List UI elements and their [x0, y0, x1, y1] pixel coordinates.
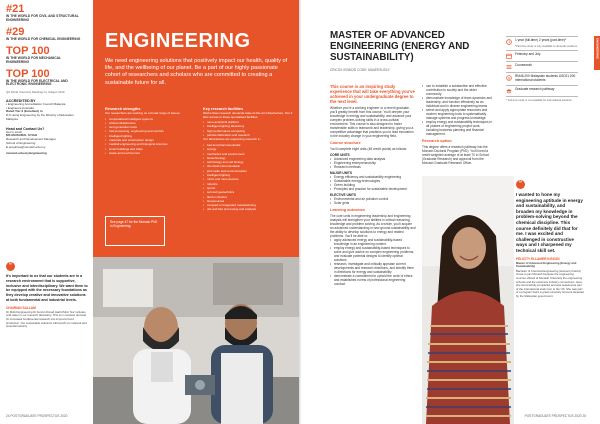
lab-photo-illustration	[93, 257, 299, 424]
list-item: • Engineering entrepreneurship	[330, 161, 416, 165]
learning-outcomes-list	[330, 238, 416, 286]
info-footnote: * Full-time study is not available for international students.	[506, 98, 573, 102]
list-item: • micro and nano devices	[203, 177, 293, 181]
side-tab-label: ENGINEERING	[595, 38, 600, 60]
researchers-photo	[93, 257, 299, 424]
rated-detail: D-5 rating Engineering by the Ministry of Education Malaysia	[6, 113, 74, 121]
ranking-description: IN THE WORLD FOR CHEMICAL ENGINEERING	[6, 36, 81, 41]
accredited-heading: ACCREDITED BY	[6, 98, 36, 103]
contact-line: Get in touch	[6, 129, 23, 134]
facilities-list-2	[203, 143, 293, 212]
learning-outcomes-text: The core units in engineering leadership and engineering analysis will strengthen your abilities in critical reasoning, knowledge and problem solving. As a whole, you'll acquire an advanced understanding in new ground sustainability and the ability to develop solutions to energy and related problems. You'll be able to:	[330, 214, 416, 238]
svg-text:$: $	[508, 76, 510, 81]
list-item: • energy	[203, 147, 293, 151]
clock-icon	[506, 39, 515, 45]
research-option-heading: Research option	[422, 139, 452, 143]
quote-icon: “	[6, 262, 15, 271]
quote-text: I wanted to hone my engineering aptitude in energy and sustainability, and broaden my knowledge in problem-solving beyond the chemical discipline. This course definitely did that for me. I was excited and challenged in constructive ways and I sharpened my technical skill set.	[516, 192, 583, 253]
elective-units-list	[330, 197, 416, 205]
list-item: • fluid in robotics	[203, 195, 293, 199]
list-item: • demonstrate knowledge of team dynamics and leadership, and function effectively as an individual and in diverse engineering teams	[422, 96, 492, 108]
student-portrait-illustration	[422, 176, 514, 424]
contact-heading: Head and Contact Us?	[6, 126, 45, 131]
rated-tier: Rated Tier 6 (Excellent) in	[6, 109, 43, 114]
list-item: • Sustainable energy technologies	[330, 179, 416, 183]
list-item: • Environmental and air pollution control	[330, 197, 416, 201]
ranking-description: IN THE WORLD FOR CIVIL AND STRUCTURAL ENGINEERING	[6, 14, 79, 22]
list-item: • Solar grids	[330, 201, 416, 205]
key-facilities	[203, 107, 293, 212]
info-row-type	[506, 62, 578, 73]
quote-role: Master of Advanced Engineering (Energy and Sustainability)	[516, 260, 577, 269]
contact-line: School of Engineering	[6, 140, 36, 145]
list-item: • biotechnology	[203, 156, 293, 160]
research-list	[105, 117, 193, 156]
quote-text: It's important to us that our students are in a research environment that is supportive, inclusive and interdisciplinary. We want them to be equipped with the necessary foundations as they develop creative and innovative solutions at both fundamental and industrial levels.	[6, 274, 88, 302]
elective-units-heading: ELECTIVE UNITS	[330, 193, 357, 197]
facilities-subtext-2: Our laboratories are supporting research in:	[203, 137, 262, 142]
list-item: • intelligent lighting	[105, 134, 193, 138]
list-item: • medical engineering and biological sciences	[105, 142, 193, 146]
list-item: • demonstrate a commitment to uphold the code of ethics and established norms of professional engineering conduct	[330, 274, 416, 286]
learning-outcomes-heading: Learning outcomes	[330, 208, 366, 212]
ranking-note: QS World University Rankings by Subject 2019	[6, 90, 65, 95]
list-icon	[506, 64, 515, 70]
list-item: • critical infrastructure	[105, 121, 193, 125]
rankings-column	[6, 4, 82, 156]
info-row-fees	[506, 73, 578, 86]
ranking-item	[6, 27, 82, 42]
page-footer: POSTGRADUATE PROSPECTUS 2020 25	[524, 414, 586, 418]
contact-email[interactable]: E enquiries@monash.edu.my	[6, 144, 46, 149]
research-subtext: Our researchers are working on a broad range of issues:	[105, 111, 181, 115]
duration-text: 1 year (full-time) 2 years (part-time)*	[515, 38, 567, 42]
list-item: • Green building	[330, 183, 416, 187]
list-item: • cell biology and cell biology	[203, 160, 293, 164]
list-item: • intelligent lighting	[203, 173, 293, 177]
contact-line: MS MAISARAL SYIAH	[6, 133, 38, 138]
quote-role: Dr Mohd Engineering Dr Amirul Ahmad Hadi Muhd. Nur includes cold water in our research laboratory. This is in constant demand for increased fundamental research into improved food production. Our sustainable solutions will benefit our national and potential industry.	[6, 309, 87, 329]
quote-author: CHAIRIAN SALLAM	[6, 305, 36, 310]
lead-paragraph: We need engineering solutions that positively impact our health, quality of life, and the wellbeing of our planet. Be a part of our highly passionate cohort of researchers and scholars who are committed to creating a sustainable future for all.	[105, 58, 288, 86]
list-item: • next generation fuels	[105, 125, 193, 129]
list-item: • Research methods	[330, 165, 416, 169]
list-item: • employ energy and sustainability techniques in all phases of engineering project work, including business planning and financial management.	[422, 120, 492, 136]
contact-line: Research and Development Manager	[6, 137, 56, 142]
ranking-number: #29	[6, 25, 25, 38]
list-item: • oils and fats processing and analysis	[203, 207, 293, 211]
list-item: • nano-analytical platform	[203, 120, 293, 124]
intake-text: February and July	[515, 52, 541, 57]
list-item: • use to establish a substantive and effective contribution to society and the wider community	[422, 84, 492, 96]
major-units-list	[330, 175, 416, 191]
engineering-intro-panel	[93, 0, 299, 257]
list-item: • soil and geotechnics	[203, 190, 293, 194]
ranking-item	[6, 69, 82, 88]
ranking-number: TOP 100	[6, 67, 50, 80]
research-strengths	[105, 107, 193, 155]
structure-heading: Course structure	[330, 141, 361, 145]
list-item: • mechanics and environment	[203, 152, 293, 156]
duration-note: *Part-time study is only available to domestic students.	[515, 44, 578, 48]
list-item: • Principles and practice for sustainable development	[330, 187, 416, 191]
list-item: • smart buildings and cities	[105, 147, 193, 151]
course-info-table	[506, 36, 578, 102]
info-row-pathway	[506, 86, 578, 97]
list-item: • intelligent lighting laboratory	[203, 124, 293, 128]
facilities-list	[203, 120, 293, 137]
major-units-heading: MAJOR UNITS	[330, 171, 352, 175]
core-units-heading: CORE UNITS	[330, 153, 350, 157]
list-item: • high performance computing	[203, 129, 293, 133]
list-item: • particle fabrication and research	[203, 133, 293, 137]
fees-text: RM46,200 Malaysian students USD21,000 International students	[515, 74, 576, 83]
list-item: • sports	[203, 186, 293, 190]
course-code: CRICOS 093402D CODE: MAAEESUS19	[330, 68, 390, 72]
ranking-description: IN THE WORLD FOR ELECTRICAL AND ELECTRONIC ENGINEERING	[6, 78, 68, 87]
list-item: • materials and construction design	[105, 138, 193, 142]
contact-url-link[interactable]: monash.edu.my/engineering	[6, 151, 47, 156]
list-item: • chemical instrumentation	[203, 164, 293, 168]
list-item: • waste and environment	[105, 151, 193, 155]
list-item: • research, investigate and critically appraise current developments and research directions, and identify them in directions for energy and sustainability	[330, 262, 416, 274]
course-column-1	[330, 84, 416, 286]
list-item: • robotics	[203, 182, 293, 186]
ranking-item	[6, 4, 82, 23]
research-heading: Research strengths	[105, 107, 141, 111]
facilities-subtext: World-class research demands state-of-the-art infrastructure. Our 3 labs access to these specialised facilities:	[203, 111, 293, 119]
research-option-text: This degree offers a research pathway into the Monash Doctoral Program (PhD). You'll need a credit weighted average of at least 70 in School (Graduate Research) and approval from the Monash Graduate Research Office.	[422, 145, 489, 165]
pathway-text: Graduate research pathway	[515, 86, 555, 91]
outcomes-continued-list	[422, 84, 492, 136]
info-row-intake	[506, 51, 578, 62]
dollar-icon	[506, 75, 515, 81]
ranking-description: IN THE WORLD FOR MECHANICAL ENGINEERING	[6, 55, 62, 64]
student-quote	[516, 180, 584, 298]
list-item: • employ energy and sustainability-based techniques to solve and give advice on complex engineering problems, and evaluate potential designs to identify optimal solutions	[330, 246, 416, 262]
list-item: • compact or integrated manufacturing	[203, 203, 293, 207]
phd-reference-box[interactable]: See page 47 for the Monash PhD in Engineering.	[105, 216, 165, 246]
accred-item: • Engineering Accreditation Council Malaysia	[6, 101, 66, 106]
list-item: • computational intelligent systems	[105, 117, 193, 121]
list-item: • Advanced engineering data analysis	[330, 157, 416, 161]
course-intro: This course is an inspiring study experience that will take everything you've achieved in your undergraduate degree to the next level.	[330, 84, 415, 104]
section-title: ENGINEERING	[105, 30, 251, 52]
ranking-item	[6, 46, 82, 65]
calendar-icon	[506, 53, 515, 59]
ranking-number: #21	[6, 3, 25, 15]
course-type-text: Coursework	[515, 63, 533, 68]
list-item: • fuel processing, engineering and controls	[105, 129, 193, 133]
list-item: • Energy efficiency and sustainability engineering	[330, 175, 416, 179]
list-item: • bioresources	[203, 199, 293, 203]
cap-icon	[506, 88, 515, 94]
list-item: • apply advanced energy and sustainability-based knowledge in an engineering context	[330, 238, 416, 246]
right-page	[300, 0, 600, 424]
ranking-number: TOP 100	[6, 44, 50, 57]
quote-author: FELICITY ELLAMER KISSON	[516, 256, 560, 261]
page-footer: 24 POSTGRADUATE PROSPECTUS 2020	[6, 414, 68, 418]
structure-text: You'll complete eight units (48 credit points) as follows:	[330, 147, 408, 151]
staff-quote	[6, 262, 88, 329]
student-photo	[422, 176, 514, 424]
list-item: • select and apply appropriate resources and modern engineering tools to systematically manage systems and progress knowledge	[422, 108, 492, 120]
list-item: • joint radio and communication	[203, 169, 293, 173]
course-body: Whether you're a working engineer or a recent graduate, you'll greatly benefit from this course. You'll deepen your knowledge in energy and sustainability, and advance your complex problem-solving skills in a cross-cultural environment. This course is also designed to foster transferable skills in teamwork and leadership, giving you a competitive advantage that positions you to lead innovation in the industry change in your engineering field.	[330, 106, 414, 138]
facilities-heading: Key research facilities	[203, 107, 244, 111]
course-column-2	[422, 84, 492, 165]
list-item: • fuel and pharmaceuticals	[203, 143, 293, 147]
quote-icon: “	[516, 180, 525, 189]
core-units-list	[330, 157, 416, 169]
accred-item: • Engineers Australia	[6, 105, 34, 110]
course-title: MASTER OF ADVANCED ENGINEERING (ENERGY AND SUSTAINABILITY)	[330, 30, 470, 64]
quote-detail: Bachelor of Chemical Engineering (Honours) Felicity chose to join Monash because the engineering courses offered at Monash University the engineering schools and the extensive industry connections. Here she successfully completed and was selected as part of the international study tour to the US. She was part of a program that's a great university honours-awarded by the Malaysian government.	[516, 268, 584, 298]
info-row-duration	[506, 37, 578, 51]
